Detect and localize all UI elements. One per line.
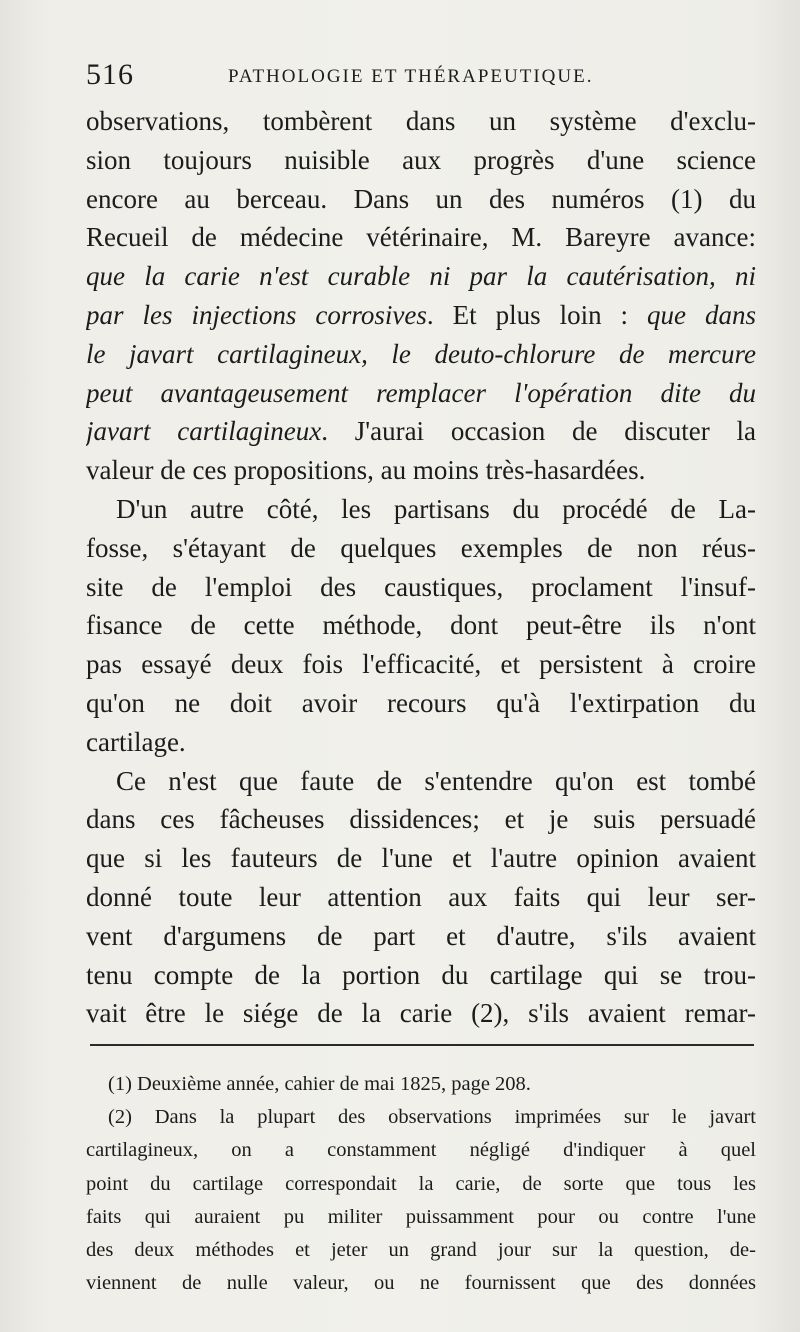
body-line-italic: que la carie n'est curable ni par la cautérisation, ni [86, 261, 756, 292]
body-line: fisance de cette méthode, dont peut-être ils n'ont [86, 610, 756, 641]
body-line: cartilage. [86, 726, 186, 757]
footnote-line: des deux méthodes et jeter un grand jour sur la question, de- [86, 1238, 756, 1261]
body-line: vent d'argumens de part et d'autre, s'ils avaient [86, 920, 756, 951]
footnotes [86, 1068, 756, 1300]
mixed-line-content [86, 300, 756, 330]
italic-segment: que dans [647, 299, 756, 330]
footnote-2: (2) Dans la plupart des observations imprimées sur le javart [108, 1106, 756, 1129]
body-line: tenu compte de la portion du cartilage qui se trou- [86, 959, 756, 990]
body-line: que si les fauteurs de l'une et l'autre opinion avaient [86, 843, 756, 874]
paragraph-start-line: D'un autre côté, les partisans du procédé de La- [116, 493, 756, 524]
body-line: pas essayé deux fois l'efficacité, et persistent à croire [86, 649, 756, 680]
footnote-line: faits qui auraient pu militer puissamment pour ou contre l'une [86, 1205, 756, 1228]
body-line: fosse, s'étayant de quelques exemples de non réus- [86, 532, 756, 563]
body-line: site de l'emploi des caustiques, proclament l'insuf- [86, 571, 756, 602]
body-line: Recueil de médecine vétérinaire, M. Bareyre avance: [86, 222, 756, 253]
footnote-line: viennent de nulle valeur, ou ne fournissent que des données [86, 1272, 756, 1295]
footnote-line: point du cartilage correspondait la carie, de sorte que tous les [86, 1172, 756, 1195]
body-line: encore au berceau. Dans un des numéros (1) du [86, 183, 756, 214]
italic-segment: par les injections corrosives [86, 299, 427, 330]
body-line: sion toujours nuisible aux progrès d'une science [86, 144, 756, 175]
italic-segment: javart cartilagineux [86, 416, 322, 447]
page-header [86, 58, 754, 98]
footnote-divider [90, 1044, 754, 1046]
body-line: observations, tombèrent dans un système d'exclu- [86, 106, 756, 136]
body-line-mixed [86, 412, 756, 451]
running-head: PATHOLOGIE ET THÉRAPEUTIQUE. [228, 66, 594, 87]
body-line: qu'on ne doit avoir recours qu'à l'extirpation du [86, 687, 756, 718]
roman-segment: . Et plus loin : [426, 299, 648, 330]
body-text [86, 102, 756, 1033]
body-line-mixed [86, 296, 756, 335]
body-line-italic: le javart cartilagineux, le deuto-chlorure de mercure [86, 338, 756, 369]
body-line: valeur de ces propositions, au moins très-hasardées. [86, 455, 646, 486]
body-line: donné toute leur attention aux faits qui leur ser- [86, 881, 756, 912]
paragraph-start-line: Ce n'est que faute de s'entendre qu'on est tombé [116, 765, 756, 796]
roman-segment: . J'aurai occasion de discuter la [321, 416, 756, 447]
page-number: 516 [86, 58, 134, 91]
body-line-italic: peut avantageusement remplacer l'opération dite du [86, 377, 756, 408]
footnote-line: cartilagineux, on a constamment négligé d'indiquer à quel [86, 1139, 756, 1162]
body-line: vait être le siége de la carie (2), s'ils avaient remar- [86, 998, 756, 1029]
footnote-1: (1) Deuxième année, cahier de mai 1825, page 208. [108, 1073, 531, 1095]
body-line: dans ces fâcheuses dissidences; et je suis persuadé [86, 804, 756, 835]
